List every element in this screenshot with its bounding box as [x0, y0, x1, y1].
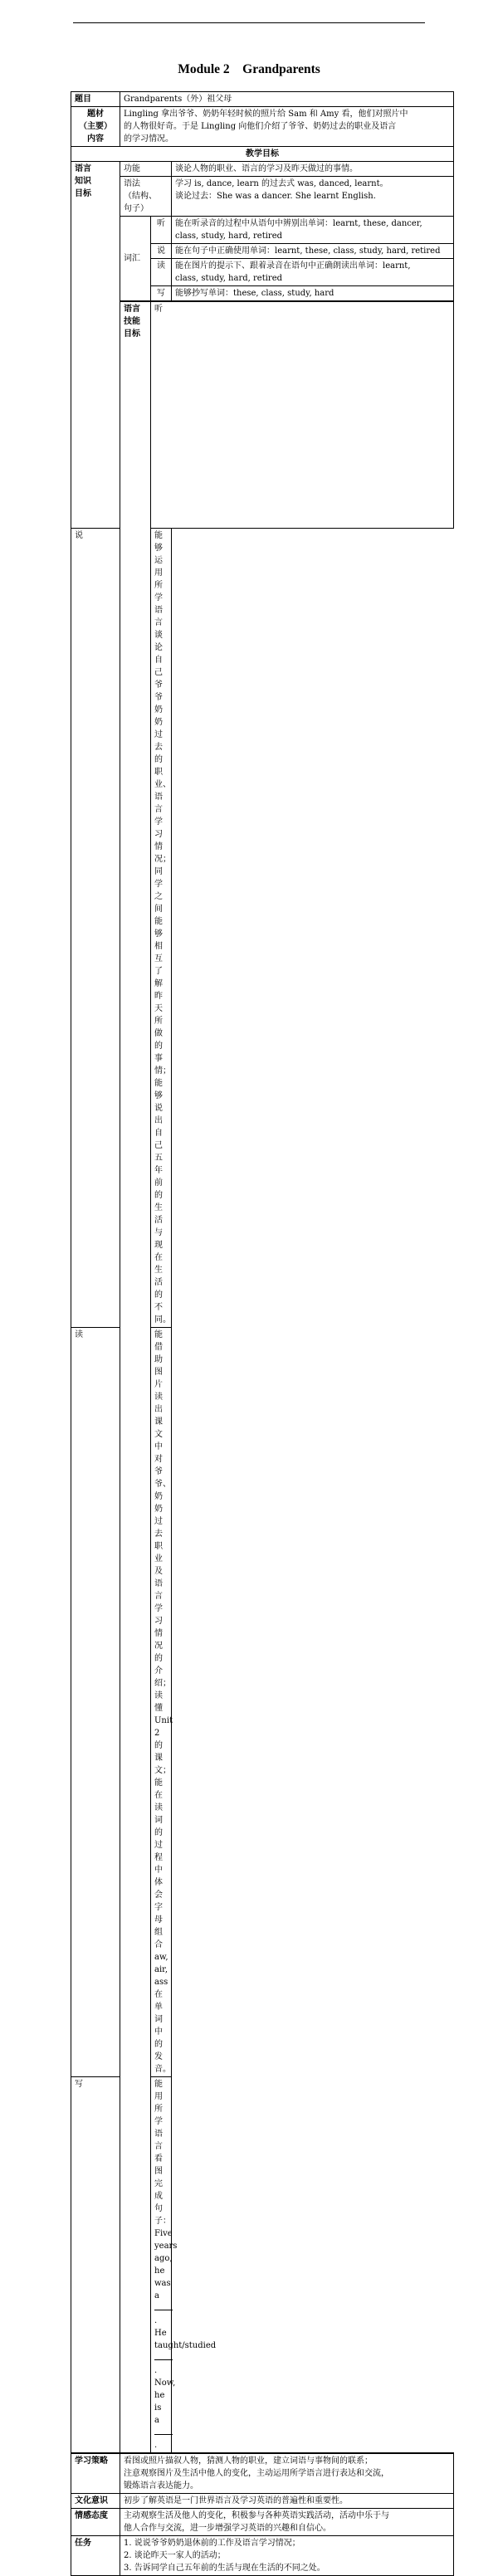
skills-speak-value: 能够运用所学语言谈论自己爷爷奶奶过去的职业、语言学习情 况； 同学之间能够相互了解昨天所做的事情； 能够说出自己五年前的生活与现在生活的不同。	[151, 529, 172, 1328]
knowledge-grammar-row	[71, 177, 454, 217]
topic-label: 题目	[71, 92, 120, 107]
topic-value: Grandparents（外）祖父母	[120, 92, 454, 107]
vocab-label: 词汇	[120, 217, 151, 302]
skills-label: 语言 技能 目标	[120, 301, 151, 2453]
skills-speak-row	[71, 529, 454, 1328]
vocab-listen-label: 听	[151, 217, 172, 244]
vocab-speak-value: 能在句子中正确使用单词：learnt, these, class, study, hard, retired	[172, 244, 454, 259]
skills-write-label: 写	[71, 2077, 151, 2454]
culture-row	[71, 2494, 454, 2509]
culture-label: 文化意识	[71, 2494, 120, 2509]
topic-row	[71, 92, 454, 107]
material-row	[71, 107, 454, 147]
tasks-value: 1. 说说爷爷奶奶退休前的工作及语言学习情况； 2. 谈论昨天一家人的活动； 3. 告诉同学自己五年前的生活与现在生活的不同之处。	[120, 2536, 454, 2576]
vocab-read-value: 能在图片的提示下、跟着录音在语句中正确朗读出单词：learnt, class, study, hard, retired	[172, 259, 454, 286]
skills-write-value: 能用所学语言看图完成句子：Five years ago, he was a. He taught/studied. Now, he is a.	[151, 2077, 172, 2454]
emotion-value: 主动观察生活及他人的变化，积极参与各种英语实践活动，活动中乐于与 他人合作与交流，进一步增强学习英语的兴趣和自信心。	[120, 2509, 454, 2536]
vocab-read-label: 读	[151, 259, 172, 286]
knowledge-label: 语言 知识 目标	[71, 162, 120, 529]
function-value: 谈论人物的职业、语言的学习及昨天做过的事情。	[172, 162, 454, 177]
skills-write-row	[71, 2077, 454, 2454]
strategy-row	[71, 2453, 454, 2494]
skills-speak-label: 说	[71, 529, 151, 1328]
emotion-label: 情感态度	[71, 2509, 120, 2536]
skills-read-value: 能借助图片读出课文中对爷爷、奶奶过去职业及语言学习情况 的介绍； 读懂 Unit 2 的课文； 能在读词的过程中体会字母组合 aw, air, ass 在单词中的发音。	[151, 1328, 172, 2077]
vocab-listen-value: 能在听录音的过程中从语句中辨别出单词：learnt, these, dancer, class, study, hard, retired	[172, 217, 454, 244]
vocab-speak-label: 说	[151, 244, 172, 259]
function-label: 功能	[120, 162, 172, 177]
vocab-write-value: 能够抄写单词：these, class, study, hard	[172, 286, 454, 302]
knowledge-function-row	[71, 162, 454, 177]
strategy-label: 学习策略	[71, 2453, 120, 2494]
skills-read-label: 读	[71, 1328, 151, 2077]
tasks-label: 任务	[71, 2536, 120, 2576]
lesson-plan-table	[71, 91, 454, 2576]
emotion-row	[71, 2509, 454, 2536]
skills-listen-label: 听	[151, 301, 454, 529]
goals-header-row	[71, 147, 454, 162]
culture-value: 初步了解英语是一门世界语言及学习英语的普遍性和重要性。	[120, 2494, 454, 2509]
vocab-listen-row	[71, 217, 454, 244]
goals-header: 教学目标	[71, 147, 454, 162]
page-title: Module 2 Grandparents	[178, 62, 320, 76]
material-value: Lingling 拿出爷爷、奶奶年轻时候的照片给 Sam 和 Amy 看，他们对照片中 的人物很好奇。于是 Lingling 向他们介绍了爷爷、奶奶过去的职业及语言 的学习情况。	[120, 107, 454, 147]
tasks-row	[71, 2536, 454, 2576]
header-rule	[73, 22, 425, 23]
grammar-value: 学习 is, dance, learn 的过去式 was, danced, learnt。 谈论过去：She was a dancer. She learnt English.	[172, 177, 454, 217]
strategy-value: 看图或照片描叙人物，猜测人物的职业，建立词语与事物间的联系； 注意观察图片及生活中他人的变化，主动运用所学语言进行表达和交流， 锻炼语言表达能力。	[120, 2453, 454, 2494]
skills-listen-row	[71, 301, 454, 529]
vocab-write-label: 写	[151, 286, 172, 302]
grammar-label: 语法 （结构、 句子）	[120, 177, 172, 217]
skills-read-row	[71, 1328, 454, 2077]
material-label: 题材 （主要） 内容	[71, 107, 120, 147]
